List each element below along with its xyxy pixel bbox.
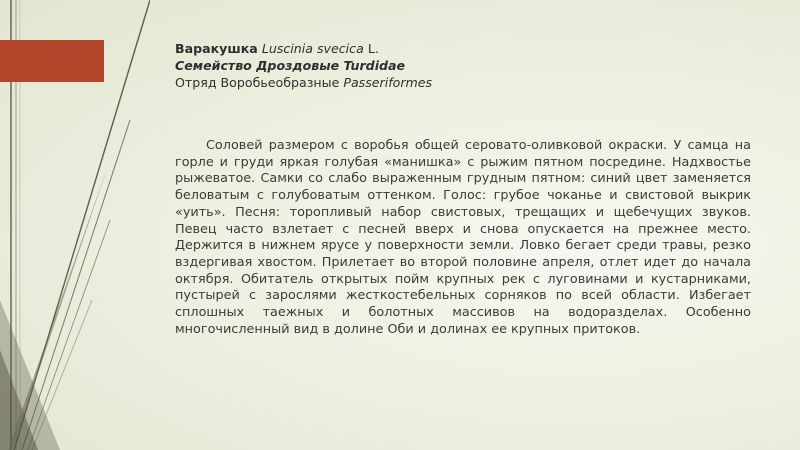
latin-name: Luscinia svecica bbox=[261, 41, 364, 56]
family-line bbox=[175, 57, 775, 74]
author: L. bbox=[367, 41, 379, 56]
family-latin: Turdidae bbox=[343, 58, 406, 73]
accent-bar bbox=[0, 40, 104, 82]
family-label: Семейство Дроздовые bbox=[175, 58, 340, 73]
species-description: Соловей размером с воробья общей серовато-оливковой окраски. У самца на горле и груди яркая голубая «манишка» с рыжим пятном посредине. Надхвостье рыжеватое. Самки со слабо выраженным грудным пятном: синий цвет заменяется беловатым с голубоватым оттенком. Голос: грубое чоканье и свистовой выкрик «уить». Песня: торопливый набор свистовых, трещащих и щебечущих звуков. Певец часто взлетает с песней вверх и снова опускается на прежнее место. Держится в нижнем ярусе у поверхности земли. Ловко бегает среди травы, резко вздергивая хвостом. Прилетает во второй половине апреля, отлет идет до начала октября. Обитатель открытых пойм крупных рек с луговинами и кустарниками, пустырей с зарослями жесткостебельных сорняков по всей области. Избегает сплошных таежных и болотных массивов на водоразделах. Особенно многочисленный вид в долине Оби и долинах ее крупных притоков. bbox=[175, 138, 751, 337]
species-title bbox=[175, 40, 775, 57]
common-name: Варакушка bbox=[175, 41, 258, 56]
order-line bbox=[175, 74, 775, 91]
species-header bbox=[175, 40, 775, 91]
order-label: Отряд Воробьеобразные bbox=[175, 75, 340, 90]
order-latin: Passeriformes bbox=[343, 75, 433, 90]
